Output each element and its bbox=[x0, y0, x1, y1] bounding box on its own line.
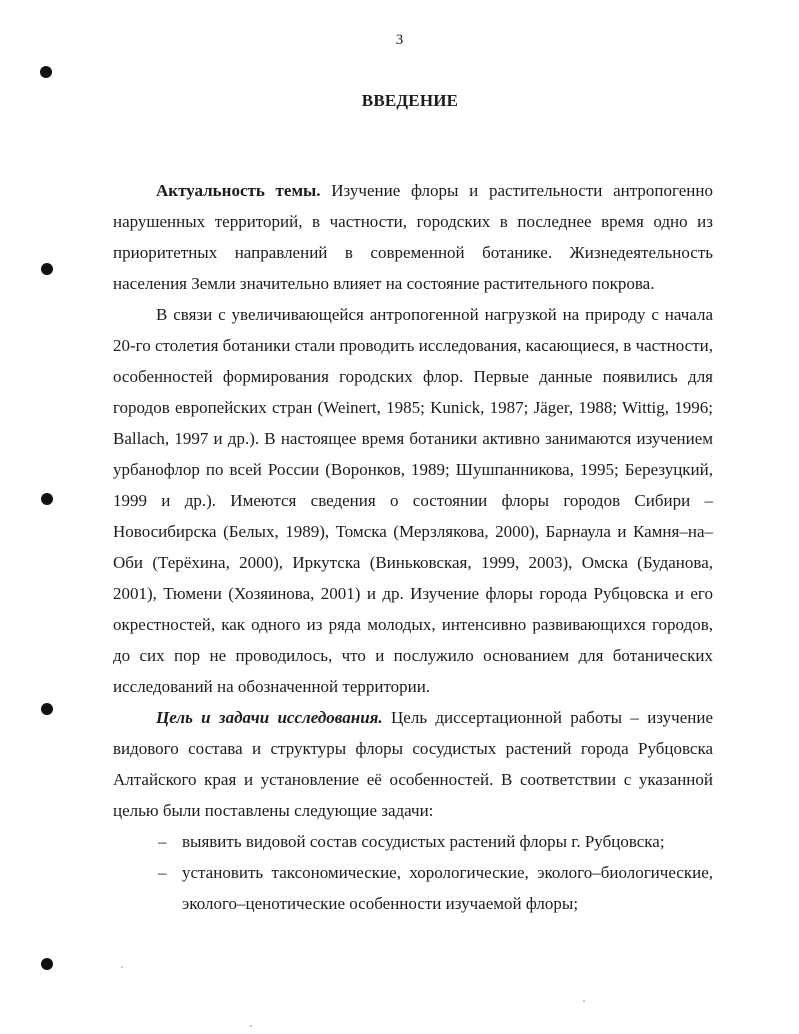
paragraph-background bbox=[113, 299, 713, 702]
scan-speck bbox=[583, 1000, 585, 1002]
paragraph-relevance bbox=[113, 175, 713, 299]
task-text: установить таксономические, хорологические, эколого–биологические, эколого–ценотические особенности изучаемой флоры; bbox=[182, 863, 713, 913]
paragraph-text: Цель диссертационной работы – изучение видового состава и структуры флоры сосудистых растений города Рубцовска Алтайского края и установление её особенностей. В соответствии с указанной целью были поставлены следующие задачи: bbox=[113, 708, 713, 820]
body-text bbox=[113, 175, 713, 919]
task-item bbox=[113, 826, 713, 857]
binder-hole-mark bbox=[41, 703, 53, 715]
list-dash: – bbox=[158, 832, 167, 851]
binder-hole-mark bbox=[41, 263, 53, 275]
page-number: 3 bbox=[395, 32, 404, 48]
paragraph-lead: Цель и задачи исследования. bbox=[156, 708, 383, 727]
paragraph-lead: Актуальность темы. bbox=[156, 181, 321, 200]
paragraph-aims bbox=[113, 702, 713, 826]
binder-hole-mark bbox=[40, 66, 52, 78]
binder-hole-mark bbox=[41, 493, 53, 505]
binder-hole-mark bbox=[41, 958, 53, 970]
section-heading: ВВЕДЕНИЕ bbox=[361, 91, 459, 110]
task-item bbox=[113, 857, 713, 919]
list-dash: – bbox=[158, 863, 167, 882]
task-list bbox=[113, 826, 713, 919]
task-text: выявить видовой состав сосудистых растений флоры г. Рубцовска; bbox=[182, 832, 665, 851]
paragraph-text: В связи с увеличивающейся антропогенной нагрузкой на природу с начала 20-го столетия ботаники стали проводить исследования, касающиеся, в частности, особенностей формирования городских флор. Первые данные появились для городов европейских стран (Weinert, 1985; Kunick, 1987; Jäger, 1988; Wittig, 1996; Ballach, 1997 и др.). В настоящее время ботаники активно занимаются изучением урбанофлор по всей России (Воронков, 1989; Шушпанникова, 1995; Березуцкий, 1999 и др.). Имеются сведения о состоянии флоры городов Сибири – Новосибирска (Белых, 1989), Томска (Мерзлякова, 2000), Барнаула и Камня–на–Оби (Терёхина, 2000), Иркутска (Виньковская, 1999, 2003), Омска (Буданова, 2001), Тюмени (Хозяинова, 2001) и др. Изучение флоры города Рубцовска и его окрестностей, как одного из ряда молодых, интенсивно развивающихся городов, до сих пор не проводилось, что и послужило основанием для ботанических исследований на обозначенной территории. bbox=[113, 305, 713, 696]
scan-speck bbox=[121, 966, 123, 968]
paragraph-text: Изучение флоры и растительности антропогенно нарушенных территорий, в частности, городских в последнее время одно из приоритетных направлений в современной ботанике. Жизнедеятельность населения Земли значительно влияет на состояние растительного покрова. bbox=[113, 181, 713, 293]
scan-speck bbox=[250, 1025, 252, 1027]
